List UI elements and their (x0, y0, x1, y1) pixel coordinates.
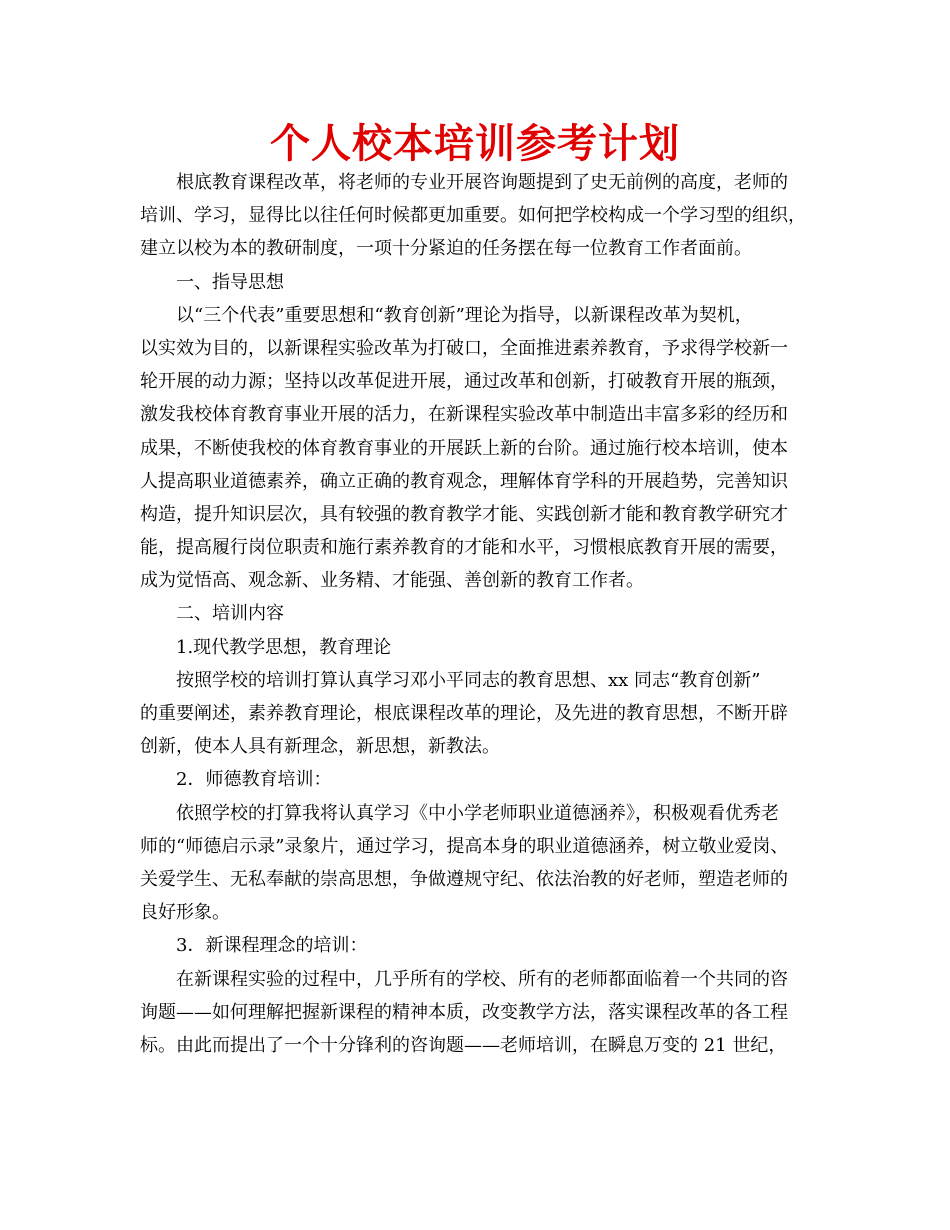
text-line: 标。由此而提出了一个十分锋利的咨询题——老师培训，在瞬息万变的 21 世纪， (140, 1034, 787, 1056)
text-line: 二、培训内容 (176, 603, 284, 625)
text-line: 成果，不断使我校的体育教育事业的开展跃上新的台阶。通过施行校本培训，使本 (140, 437, 788, 459)
text-line: 按照学校的培训打算认真学习邓小平同志的教育思想、xx 同志“教育创新” (176, 669, 761, 691)
text-line: 能，提高履行岗位职责和施行素养教育的才能和水平，习惯根底教育开展的需要， (140, 537, 788, 559)
text-line: 依照学校的打算我将认真学习《中小学老师职业道德涵养》，积极观看优秀老 (176, 802, 779, 824)
text-line: 3．新课程理念的培训： (176, 935, 368, 957)
text-line: 创新，使本人具有新理念，新思想，新教法。 (140, 736, 500, 758)
text-line: 人提高职业道德素养，确立正确的教育观念，理解体育学科的开展趋势，完善知识 (140, 470, 788, 492)
document-title: 个人校本培训参考计划 (270, 121, 680, 167)
text-line: 成为觉悟高、观念新、业务精、才能强、善创新的教育工作者。 (140, 570, 644, 592)
text-line: 2．师德教育培训： (176, 769, 332, 791)
document-body (140, 166, 820, 1062)
text-line: 关爱学生、无私奉献的崇高思想，争做遵规守纪、依法治教的好老师，塑造老师的 (140, 868, 788, 890)
text-line: 以“三个代表”重要思想和“教育创新”理论为指导，以新课程改革为契机， (176, 304, 753, 326)
text-line: 师的“师德启示录”录象片，通过学习，提高本身的职业道德涵养，树立敬业爱岗、 (140, 835, 789, 857)
text-line: 激发我校体育教育事业开展的活力，在新课程实验改革中制造出丰富多彩的经历和 (140, 404, 788, 426)
text-line: 询题——如何理解把握新课程的精神本质，改变教学方法，落实课程改革的各工程 (140, 1001, 788, 1023)
text-line: 轮开展的动力源；坚持以改革促进开展，通过改革和创新，打破教育开展的瓶颈， (140, 371, 788, 393)
text-line: 良好形象。 (140, 902, 230, 924)
text-line: 根底教育课程改革，将老师的专业开展咨询题提到了史无前例的高度，老师的 (176, 172, 788, 193)
text-line: 的重要阐述，素养教育理论，根底课程改革的理论，及先进的教育思想，不断开辟 (140, 703, 788, 724)
text-line: 在新课程实验的过程中，几乎所有的学校、所有的老师都面临着一个共同的咨 (176, 968, 788, 990)
text-line: 建立以校为本的教研制度，一项十分紧迫的任务摆在每一位教育工作者面前。 (140, 238, 752, 260)
text-line: 以实效为目的，以新课程实验改革为打破口，全面推进素养教育，予求得学校新一 (140, 337, 788, 359)
text-line: 构造，提升知识层次，具有较强的教育教学才能、实践创新才能和教育教学研究才 (140, 503, 788, 525)
text-line: 培训、学习，显得比以往任何时候都更加重要。如何把学校构成一个学习型的组织， (140, 205, 806, 227)
text-line: 1.现代教学思想，教育理论 (176, 636, 392, 658)
text-line: 一、指导思想 (176, 271, 284, 293)
